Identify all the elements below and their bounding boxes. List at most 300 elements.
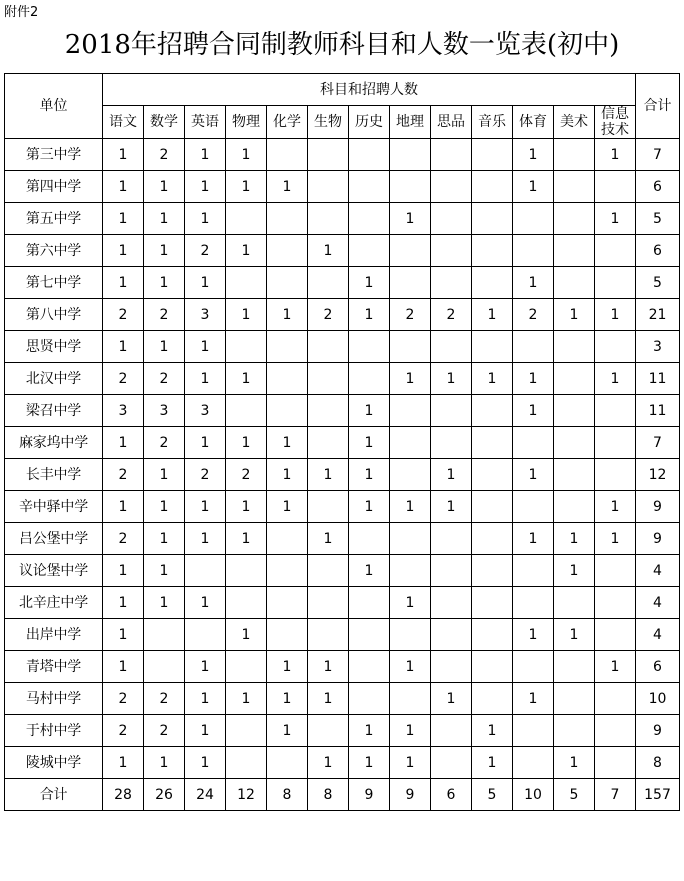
cell-subject-count: 1 (185, 267, 226, 299)
cell-unit-name: 陵城中学 (5, 747, 103, 779)
table-row (5, 523, 680, 555)
cell-subject-count (431, 235, 472, 267)
cell-subject-count: 1 (390, 203, 431, 235)
cell-subject-count: 1 (185, 523, 226, 555)
column-header-subject: 化学 (267, 106, 308, 139)
cell-subject-count: 1 (226, 427, 267, 459)
cell-subject-count: 1 (390, 651, 431, 683)
cell-subject-count: 1 (595, 523, 636, 555)
cell-unit-name: 议论堡中学 (5, 555, 103, 587)
cell-subject-count (308, 587, 349, 619)
cell-subject-count: 1 (103, 331, 144, 363)
cell-subject-count (390, 555, 431, 587)
cell-subject-count (595, 715, 636, 747)
cell-subject-count: 1 (595, 491, 636, 523)
cell-row-total: 12 (636, 459, 680, 491)
cell-subject-count (472, 267, 513, 299)
cell-subject-count (308, 363, 349, 395)
cell-subject-count (267, 139, 308, 171)
cell-row-total: 5 (636, 267, 680, 299)
cell-subject-count: 2 (103, 683, 144, 715)
cell-subject-count: 1 (185, 203, 226, 235)
cell-subject-count (308, 139, 349, 171)
table-row-totals (5, 779, 680, 811)
cell-subject-count (431, 171, 472, 203)
cell-subject-count: 1 (595, 203, 636, 235)
cell-subject-count (349, 331, 390, 363)
table-row (5, 299, 680, 331)
cell-subject-count (431, 427, 472, 459)
cell-subject-count (513, 555, 554, 587)
cell-unit-name: 梁召中学 (5, 395, 103, 427)
cell-subject-count (226, 587, 267, 619)
cell-subject-count (226, 715, 267, 747)
cell-subject-count: 1 (144, 171, 185, 203)
cell-subject-count: 1 (472, 299, 513, 331)
column-header-subject (595, 106, 636, 139)
cell-subject-count: 1 (595, 363, 636, 395)
cell-subject-count: 1 (390, 491, 431, 523)
cell-subject-count (472, 203, 513, 235)
cell-subject-count (349, 203, 390, 235)
cell-subject-count: 2 (144, 363, 185, 395)
cell-subject-count (390, 619, 431, 651)
cell-subject-count: 1 (554, 555, 595, 587)
cell-row-total: 4 (636, 587, 680, 619)
column-header-subject-line: 技术 (601, 122, 629, 138)
cell-subject-count: 1 (513, 139, 554, 171)
cell-subject-count: 1 (595, 139, 636, 171)
cell-subject-count: 1 (185, 139, 226, 171)
cell-subject-count (554, 683, 595, 715)
table-header (5, 74, 680, 139)
cell-subject-count (390, 395, 431, 427)
recruitment-table (4, 73, 680, 811)
table-row (5, 587, 680, 619)
cell-subject-count: 1 (185, 747, 226, 779)
cell-column-total: 5 (472, 779, 513, 811)
cell-subject-count: 1 (513, 523, 554, 555)
cell-column-total: 12 (226, 779, 267, 811)
cell-column-total: 28 (103, 779, 144, 811)
table-row (5, 747, 680, 779)
cell-subject-count: 2 (185, 235, 226, 267)
cell-unit-name: 马村中学 (5, 683, 103, 715)
cell-subject-count (431, 523, 472, 555)
cell-subject-count (308, 267, 349, 299)
cell-subject-count (349, 651, 390, 683)
cell-subject-count: 1 (144, 267, 185, 299)
cell-subject-count (595, 587, 636, 619)
cell-subject-count: 2 (185, 459, 226, 491)
cell-subject-count (431, 395, 472, 427)
cell-subject-count (472, 555, 513, 587)
cell-subject-count (390, 523, 431, 555)
cell-subject-count: 1 (390, 363, 431, 395)
cell-unit-name: 第七中学 (5, 267, 103, 299)
cell-subject-count (349, 587, 390, 619)
cell-subject-count (431, 747, 472, 779)
cell-subject-count (267, 203, 308, 235)
cell-subject-count (554, 171, 595, 203)
cell-column-total: 5 (554, 779, 595, 811)
table-row (5, 491, 680, 523)
cell-subject-count (308, 491, 349, 523)
cell-row-total: 7 (636, 139, 680, 171)
cell-subject-count (349, 171, 390, 203)
cell-subject-count: 1 (103, 555, 144, 587)
cell-subject-count: 1 (185, 171, 226, 203)
cell-subject-count (554, 235, 595, 267)
cell-unit-name: 第六中学 (5, 235, 103, 267)
cell-subject-count: 1 (226, 363, 267, 395)
cell-subject-count (349, 683, 390, 715)
cell-subject-count: 1 (554, 523, 595, 555)
cell-subject-count (472, 171, 513, 203)
column-header-unit: 单位 (5, 74, 103, 139)
cell-subject-count: 1 (144, 747, 185, 779)
cell-subject-count (226, 747, 267, 779)
cell-subject-count: 1 (349, 299, 390, 331)
cell-unit-name: 第三中学 (5, 139, 103, 171)
cell-subject-count (226, 203, 267, 235)
table-row (5, 395, 680, 427)
cell-row-total: 7 (636, 427, 680, 459)
column-header-subject: 美术 (554, 106, 595, 139)
cell-subject-count: 1 (308, 651, 349, 683)
cell-subject-count: 1 (308, 747, 349, 779)
cell-subject-count: 1 (103, 203, 144, 235)
cell-subject-count: 1 (103, 427, 144, 459)
cell-subject-count: 1 (185, 587, 226, 619)
cell-subject-count (554, 267, 595, 299)
column-header-subject: 英语 (185, 106, 226, 139)
header-row-top (5, 74, 680, 106)
cell-subject-count (185, 619, 226, 651)
column-header-subject: 物理 (226, 106, 267, 139)
cell-subject-count (349, 235, 390, 267)
cell-subject-count: 1 (144, 235, 185, 267)
cell-unit-name: 思贤中学 (5, 331, 103, 363)
table-row (5, 555, 680, 587)
attachment-label: 附件2 (4, 5, 39, 20)
cell-subject-count: 1 (226, 139, 267, 171)
cell-subject-count: 1 (554, 747, 595, 779)
cell-subject-count (472, 395, 513, 427)
cell-subject-count: 1 (513, 619, 554, 651)
table-row (5, 363, 680, 395)
cell-subject-count: 1 (390, 715, 431, 747)
cell-subject-count: 1 (513, 395, 554, 427)
cell-row-total: 4 (636, 619, 680, 651)
cell-subject-count (595, 395, 636, 427)
page-title: 2018年招聘合同制教师科目和人数一览表(初中) (64, 30, 620, 60)
cell-unit-name: 麻家坞中学 (5, 427, 103, 459)
table-row (5, 203, 680, 235)
cell-column-total: 8 (308, 779, 349, 811)
cell-subject-count (390, 139, 431, 171)
cell-subject-count (267, 555, 308, 587)
table-row (5, 267, 680, 299)
cell-subject-count: 1 (226, 491, 267, 523)
cell-subject-count: 1 (308, 235, 349, 267)
cell-subject-count (472, 459, 513, 491)
cell-subject-count (349, 363, 390, 395)
cell-subject-count: 1 (103, 491, 144, 523)
cell-subject-count (472, 587, 513, 619)
cell-subject-count (226, 651, 267, 683)
cell-subject-count (595, 235, 636, 267)
cell-row-total: 11 (636, 363, 680, 395)
cell-subject-count (595, 747, 636, 779)
cell-subject-count (349, 523, 390, 555)
cell-subject-count (267, 331, 308, 363)
cell-subject-count: 1 (513, 683, 554, 715)
cell-column-total: 9 (349, 779, 390, 811)
column-group-header-subjects: 科目和招聘人数 (103, 74, 636, 106)
cell-subject-count: 1 (308, 459, 349, 491)
column-header-subject: 数学 (144, 106, 185, 139)
cell-subject-count: 1 (349, 459, 390, 491)
cell-subject-count: 1 (103, 651, 144, 683)
cell-subject-count (144, 619, 185, 651)
cell-subject-count (308, 171, 349, 203)
cell-subject-count (513, 651, 554, 683)
cell-subject-count (349, 619, 390, 651)
cell-subject-count (308, 331, 349, 363)
cell-subject-count (390, 171, 431, 203)
cell-column-total: 24 (185, 779, 226, 811)
cell-subject-count: 1 (226, 299, 267, 331)
cell-subject-count: 2 (103, 523, 144, 555)
cell-subject-count (226, 555, 267, 587)
table-row (5, 619, 680, 651)
cell-subject-count: 1 (103, 171, 144, 203)
cell-subject-count (513, 587, 554, 619)
cell-subject-count: 1 (144, 203, 185, 235)
cell-subject-count (554, 139, 595, 171)
cell-subject-count: 1 (431, 491, 472, 523)
table-row (5, 235, 680, 267)
cell-subject-count (267, 267, 308, 299)
cell-subject-count (513, 331, 554, 363)
cell-subject-count (267, 747, 308, 779)
cell-subject-count (595, 171, 636, 203)
cell-unit-name: 北汉中学 (5, 363, 103, 395)
column-header-total: 合计 (636, 74, 680, 139)
cell-subject-count (472, 491, 513, 523)
cell-subject-count (390, 267, 431, 299)
cell-subject-count: 2 (103, 715, 144, 747)
cell-subject-count (472, 651, 513, 683)
cell-subject-count (267, 235, 308, 267)
cell-subject-count (267, 395, 308, 427)
cell-subject-count: 2 (390, 299, 431, 331)
cell-subject-count (390, 683, 431, 715)
cell-subject-count (595, 619, 636, 651)
column-header-subject: 语文 (103, 106, 144, 139)
cell-subject-count (513, 203, 554, 235)
cell-subject-count (390, 331, 431, 363)
cell-row-total: 10 (636, 683, 680, 715)
cell-subject-count: 1 (554, 299, 595, 331)
cell-subject-count: 2 (431, 299, 472, 331)
cell-row-total: 21 (636, 299, 680, 331)
cell-subject-count (595, 331, 636, 363)
cell-subject-count (349, 139, 390, 171)
cell-unit-name: 辛中驿中学 (5, 491, 103, 523)
cell-subject-count: 1 (349, 395, 390, 427)
cell-subject-count: 1 (554, 619, 595, 651)
cell-subject-count: 1 (144, 459, 185, 491)
cell-subject-count: 1 (349, 427, 390, 459)
cell-subject-count: 3 (103, 395, 144, 427)
cell-subject-count: 1 (144, 587, 185, 619)
cell-subject-count (431, 267, 472, 299)
cell-subject-count: 1 (472, 747, 513, 779)
cell-subject-count (513, 427, 554, 459)
cell-subject-count: 1 (103, 139, 144, 171)
cell-subject-count: 2 (144, 299, 185, 331)
cell-subject-count: 1 (267, 683, 308, 715)
cell-subject-count (472, 619, 513, 651)
cell-subject-count: 1 (144, 555, 185, 587)
cell-subject-count: 1 (513, 171, 554, 203)
cell-unit-name: 第八中学 (5, 299, 103, 331)
cell-subject-count (595, 427, 636, 459)
cell-subject-count: 1 (513, 267, 554, 299)
cell-unit-name: 北辛庄中学 (5, 587, 103, 619)
cell-totals-label: 合计 (5, 779, 103, 811)
cell-subject-count: 2 (513, 299, 554, 331)
cell-subject-count (554, 491, 595, 523)
cell-subject-count (554, 203, 595, 235)
cell-subject-count: 1 (144, 523, 185, 555)
cell-row-total: 6 (636, 651, 680, 683)
cell-unit-name: 青塔中学 (5, 651, 103, 683)
cell-subject-count (267, 523, 308, 555)
table-row (5, 715, 680, 747)
cell-row-total: 11 (636, 395, 680, 427)
cell-subject-count: 1 (226, 235, 267, 267)
cell-subject-count: 1 (103, 235, 144, 267)
table-row (5, 331, 680, 363)
cell-subject-count: 1 (349, 715, 390, 747)
cell-subject-count: 1 (226, 683, 267, 715)
cell-subject-count: 2 (103, 299, 144, 331)
table-row (5, 427, 680, 459)
cell-subject-count (431, 555, 472, 587)
cell-subject-count: 1 (595, 651, 636, 683)
cell-subject-count (472, 235, 513, 267)
cell-subject-count: 3 (185, 299, 226, 331)
cell-subject-count: 2 (144, 683, 185, 715)
cell-subject-count (431, 651, 472, 683)
cell-subject-count: 3 (185, 395, 226, 427)
cell-subject-count (267, 363, 308, 395)
cell-subject-count: 1 (185, 363, 226, 395)
cell-subject-count: 1 (472, 715, 513, 747)
table-row (5, 171, 680, 203)
column-header-subject: 体育 (513, 106, 554, 139)
cell-subject-count (308, 555, 349, 587)
cell-subject-count: 1 (349, 267, 390, 299)
cell-subject-count: 3 (144, 395, 185, 427)
table-row (5, 139, 680, 171)
cell-subject-count: 1 (308, 523, 349, 555)
column-header-subject-line: 信息 (601, 106, 629, 122)
cell-subject-count (472, 523, 513, 555)
column-header-subject: 思品 (431, 106, 472, 139)
cell-subject-count (554, 331, 595, 363)
cell-subject-count: 1 (349, 747, 390, 779)
cell-unit-name: 第四中学 (5, 171, 103, 203)
cell-subject-count (226, 267, 267, 299)
cell-subject-count: 1 (144, 331, 185, 363)
column-header-subject: 历史 (349, 106, 390, 139)
cell-subject-count (554, 459, 595, 491)
cell-subject-count (513, 715, 554, 747)
cell-row-total: 6 (636, 171, 680, 203)
cell-subject-count: 1 (431, 683, 472, 715)
cell-row-total: 9 (636, 523, 680, 555)
cell-subject-count (595, 267, 636, 299)
cell-subject-count (390, 459, 431, 491)
cell-subject-count (513, 747, 554, 779)
cell-subject-count: 1 (226, 619, 267, 651)
cell-column-total: 26 (144, 779, 185, 811)
cell-subject-count (472, 427, 513, 459)
cell-subject-count (267, 619, 308, 651)
cell-unit-name: 于村中学 (5, 715, 103, 747)
cell-subject-count (472, 139, 513, 171)
cell-column-total: 7 (595, 779, 636, 811)
cell-subject-count: 1 (349, 555, 390, 587)
cell-subject-count (267, 587, 308, 619)
cell-subject-count: 1 (226, 171, 267, 203)
cell-subject-count (308, 619, 349, 651)
cell-subject-count: 2 (144, 427, 185, 459)
table-row (5, 459, 680, 491)
cell-subject-count (554, 363, 595, 395)
table-row (5, 651, 680, 683)
cell-subject-count (308, 203, 349, 235)
cell-subject-count: 1 (185, 331, 226, 363)
cell-subject-count: 2 (226, 459, 267, 491)
cell-subject-count (513, 235, 554, 267)
cell-subject-count: 1 (103, 619, 144, 651)
cell-subject-count: 1 (267, 491, 308, 523)
cell-subject-count: 1 (185, 427, 226, 459)
cell-row-total: 3 (636, 331, 680, 363)
cell-subject-count (554, 395, 595, 427)
cell-subject-count (431, 587, 472, 619)
cell-subject-count (431, 139, 472, 171)
cell-unit-name: 长丰中学 (5, 459, 103, 491)
cell-subject-count: 1 (103, 747, 144, 779)
cell-unit-name: 第五中学 (5, 203, 103, 235)
cell-subject-count: 1 (267, 299, 308, 331)
cell-subject-count (554, 651, 595, 683)
cell-subject-count: 1 (267, 651, 308, 683)
column-header-subject: 生物 (308, 106, 349, 139)
cell-subject-count: 1 (595, 299, 636, 331)
cell-subject-count: 1 (513, 363, 554, 395)
cell-row-total: 8 (636, 747, 680, 779)
cell-subject-count: 1 (267, 459, 308, 491)
cell-subject-count: 1 (431, 363, 472, 395)
cell-subject-count: 1 (103, 587, 144, 619)
